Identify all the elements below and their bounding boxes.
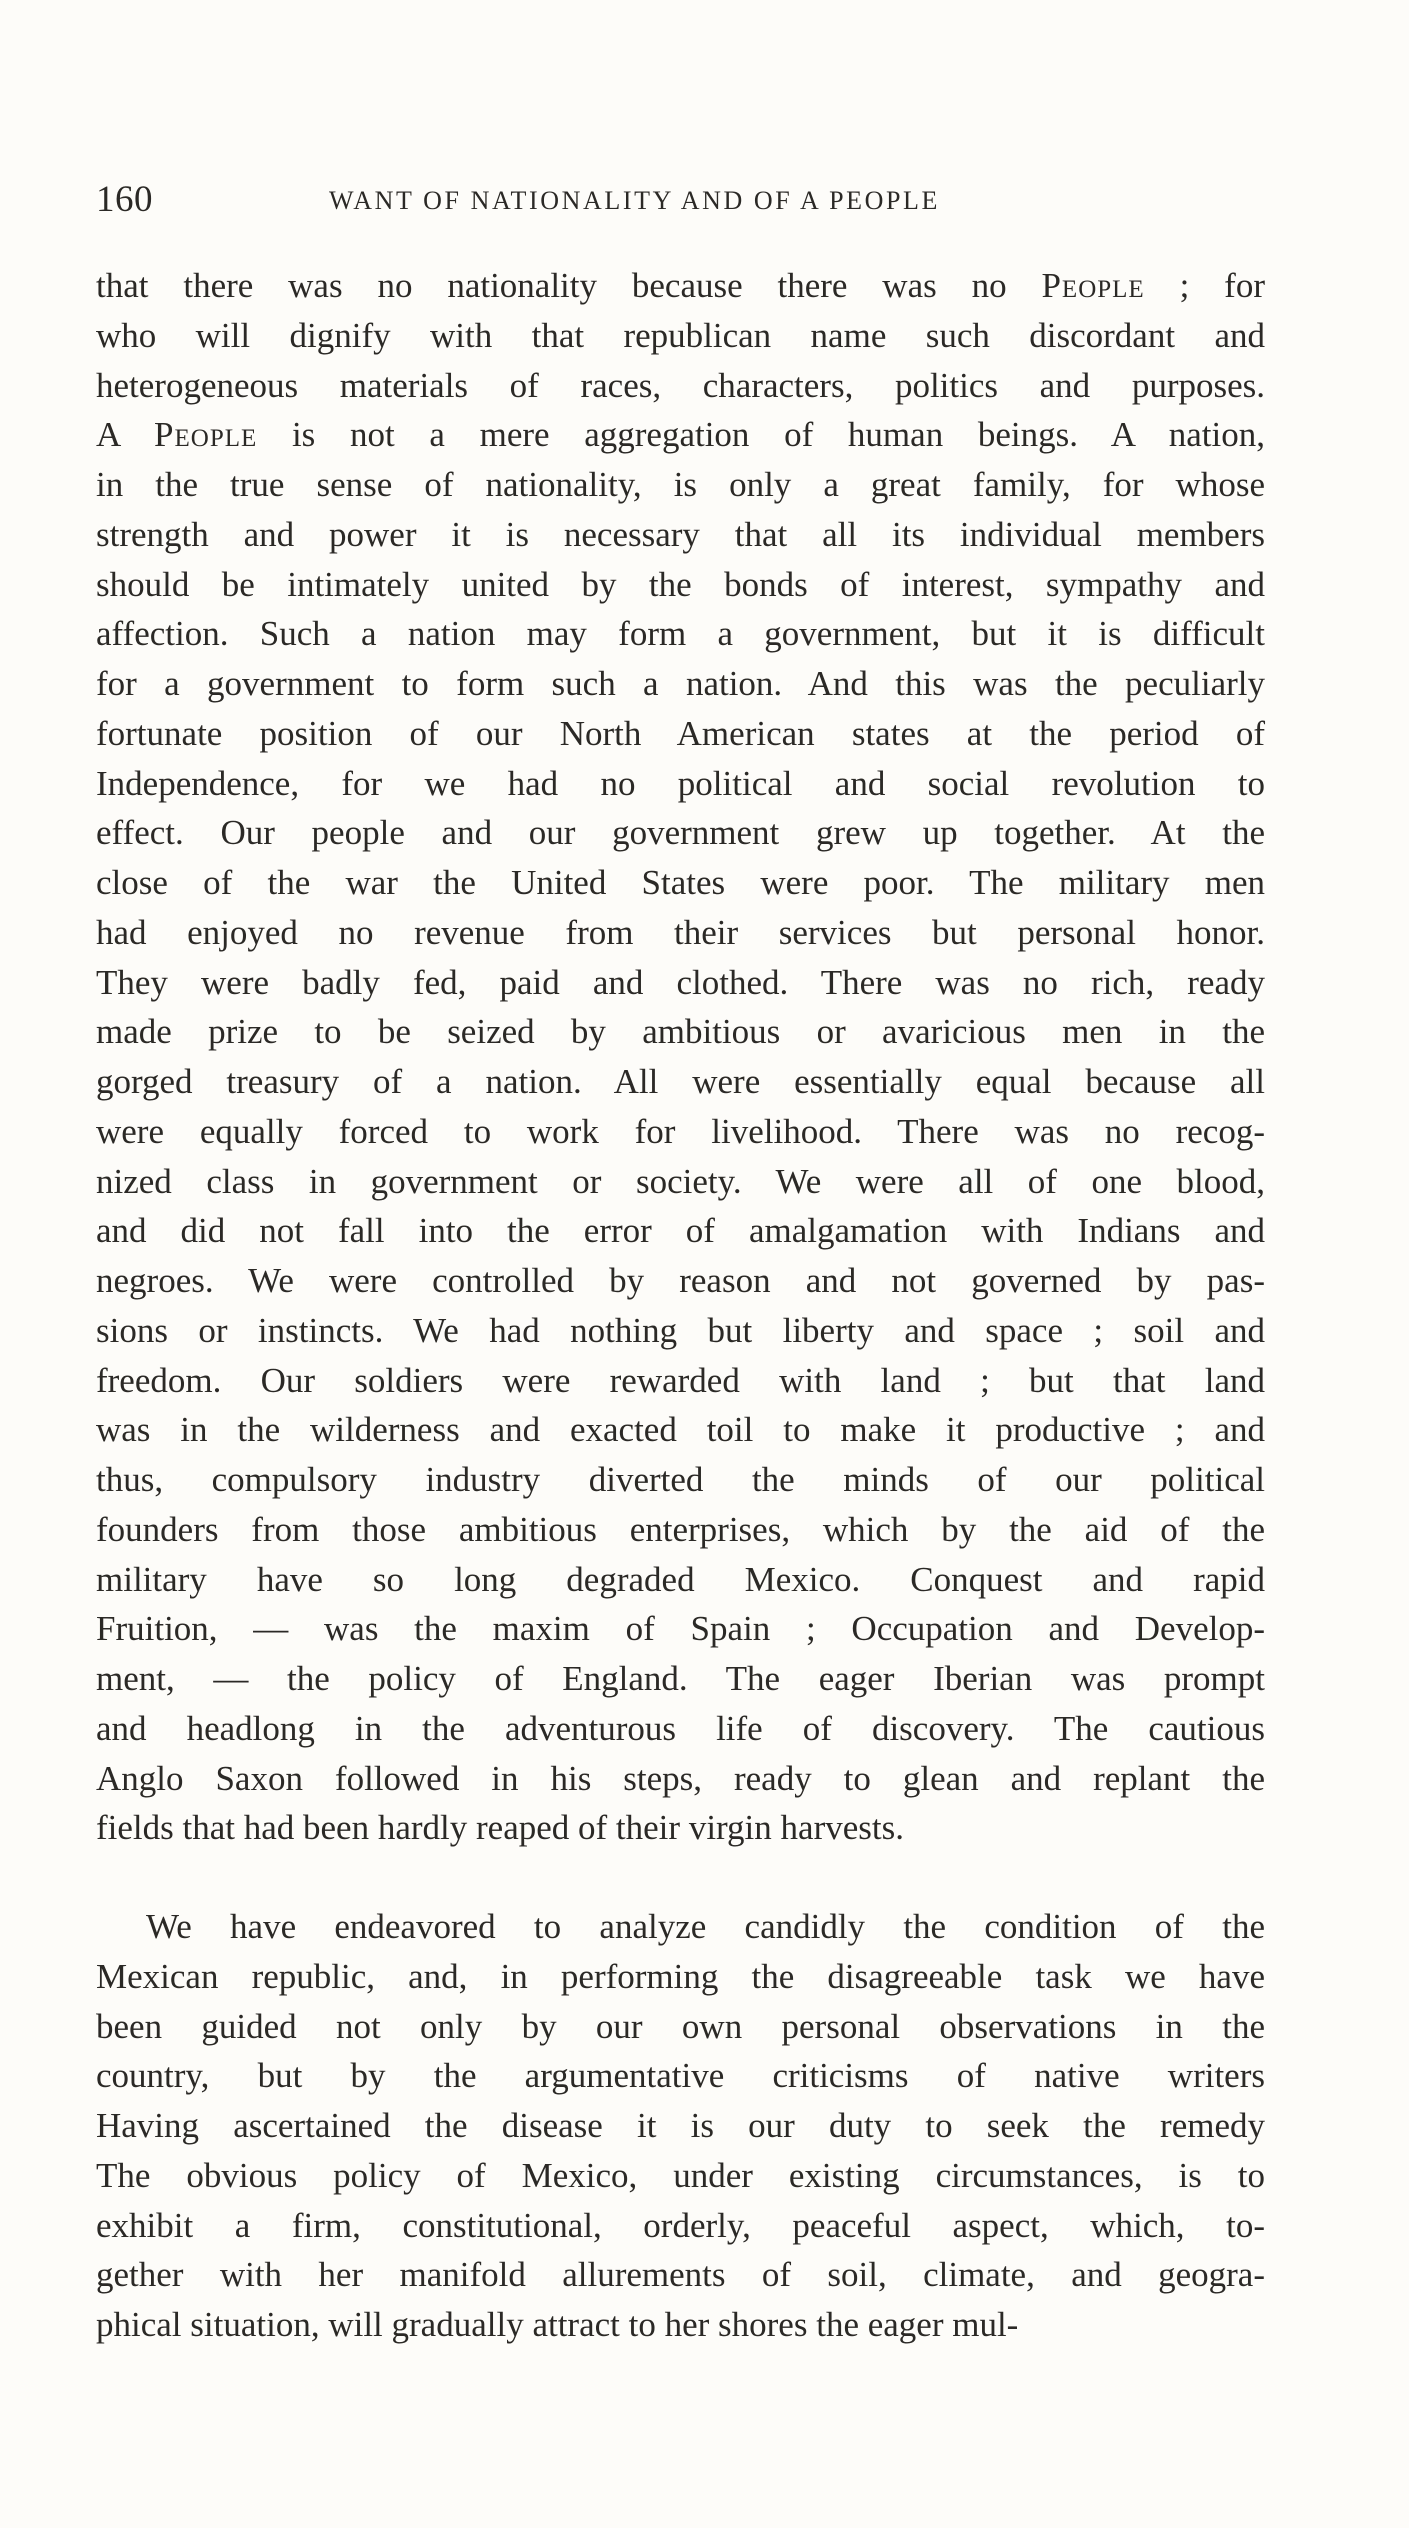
text-line: effect. Our people and our government grew up together. At the [96, 813, 1265, 853]
text-line: They were badly fed, paid and clothed. There was no rich, ready [96, 962, 1265, 1002]
text-line: sions or instincts. We had nothing but liberty and space ; soil and [96, 1310, 1265, 1350]
text-line: nized class in government or society. We were all of one blood, [96, 1161, 1265, 1201]
text-line: who will dignify with that republican name such discordant and [96, 315, 1265, 355]
text-line: been guided not only by our own personal observations in the [96, 2006, 1265, 2046]
text-line: close of the war the United States were poor. The military men [96, 863, 1265, 902]
text-line: country, but by the argumentative criticisms of native writers [96, 2056, 1265, 2096]
paragraph [96, 261, 1265, 1853]
text-line: freedom. Our soldiers were rewarded with land ; but that land [96, 1360, 1265, 1400]
text-line: Independence, for we had no political and social revolution to [96, 763, 1265, 803]
body-text [96, 261, 1265, 2350]
text-line: should be intimately united by the bonds of interest, sympathy and [96, 564, 1265, 604]
text-line: thus, compulsory industry diverted the minds of our political [96, 1460, 1265, 1499]
text-line: Having ascertained the disease it is our duty to seek the remedy [96, 2106, 1265, 2145]
text-line: had enjoyed no revenue from their services but personal honor. [96, 912, 1265, 952]
text-line: The obvious policy of Mexico, under existing circumstances, is to [96, 2155, 1265, 2195]
text-line: founders from those ambitious enterprises, which by the aid of the [96, 1509, 1265, 1549]
text-line: phical situation, will gradually attract to her shores the eager mul- [96, 2305, 1019, 2344]
text-line: for a government to form such a nation. And this was the peculiarly [96, 664, 1265, 703]
text-line: made prize to be seized by ambitious or avaricious men in the [96, 1012, 1265, 1052]
text-line: were equally forced to work for livelihood. There was no recog- [96, 1111, 1265, 1151]
text-line: in the true sense of nationality, is only a great family, for whose [96, 465, 1265, 504]
page-number: 160 [96, 179, 153, 220]
text-line: negroes. We were controlled by reason and not governed by pas- [96, 1261, 1265, 1300]
running-head [96, 178, 1276, 222]
text-line: that there was no nationality because there was no People ; for [96, 266, 1265, 305]
text-line: Anglo Saxon followed in his steps, ready to glean and replant the [96, 1758, 1265, 1798]
text-line: affection. Such a nation may form a government, but it is difficult [96, 614, 1265, 654]
text-line: strength and power it is necessary that all its individual members [96, 514, 1265, 554]
text-line: was in the wilderness and exacted toil to make it productive ; and [96, 1410, 1265, 1450]
text-line: fields that had been hardly reaped of their virgin harvests. [96, 1808, 904, 1848]
text-line: fortunate position of our North American states at the period of [96, 713, 1265, 753]
text-line: A People is not a mere aggregation of human beings. A nation, [96, 415, 1265, 455]
paragraph-break [96, 1853, 1265, 1902]
text-line: exhibit a firm, constitutional, orderly, peaceful aspect, which, to- [96, 2205, 1265, 2245]
text-line: Mexican republic, and, in performing the disagreeable task we have [96, 1956, 1265, 1996]
text-line: ment, — the policy of England. The eager Iberian was prompt [96, 1659, 1265, 1698]
text-line: We have endeavored to analyze candidly the condition of the [146, 1907, 1265, 1946]
text-line: military have so long degraded Mexico. Conquest and rapid [96, 1559, 1265, 1599]
text-line: gorged treasury of a nation. All were essentially equal because all [96, 1062, 1265, 1101]
text-line: gether with her manifold allurements of soil, climate, and geogra- [96, 2255, 1265, 2295]
running-title: WANT OF NATIONALITY AND OF A PEOPLE [329, 186, 941, 215]
text-line: Fruition, — was the maxim of Spain ; Occupation and Develop- [96, 1609, 1265, 1649]
text-line: heterogeneous materials of races, characters, politics and purposes. [96, 365, 1265, 405]
text-line: and did not fall into the error of amalgamation with Indians and [96, 1211, 1265, 1251]
paragraph [96, 1902, 1265, 2350]
text-line: and headlong in the adventurous life of discovery. The cautious [96, 1708, 1265, 1748]
